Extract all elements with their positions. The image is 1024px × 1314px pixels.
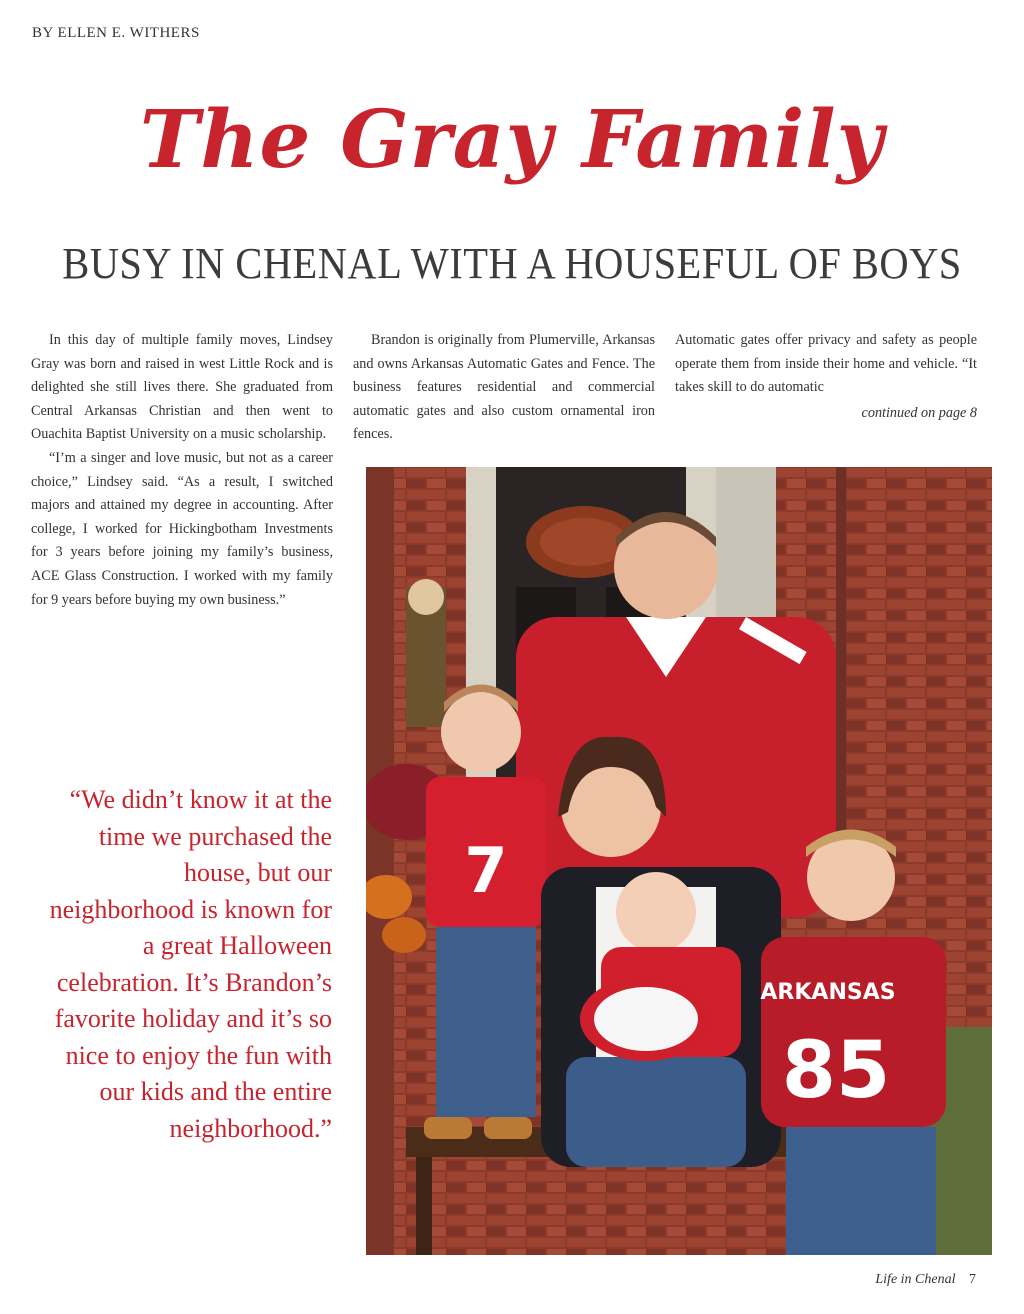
pull-quote: “We didn’t know it at the time we purchased the house, but our neighborhood is known for a great Halloween celebration. It’s Brandon’s favorite holiday and it’s so nice to enjoy the fun with our kids and the entire neighborhood.”: [49, 785, 332, 1143]
paragraph: “I’m a singer and love music, but not as a career choice,” Lindsey said. “As a result, I switched majors and attained my degree in accounting. After college, I worked for Hickingbotham Investments for 3 years before joining my family’s business, ACE Glass Construction. I worked with my family for 9 years before buying my own business.”: [31, 449, 333, 608]
jersey-number-7: 7: [464, 834, 508, 907]
paragraph: In this day of multiple family moves, Lindsey Gray was born and raised in west Little Rock and is delighted she still lives there. She graduated from Central Arkansas Christian and then went to Ouachita Baptist University on a music scholarship.: [31, 332, 333, 443]
paragraph: Automatic gates offer privacy and safety as people operate them from inside their home and vehicle. “It takes skill to do automatic: [675, 332, 977, 396]
page-footer: [875, 1272, 976, 1288]
continued-note: continued on page 8: [861, 404, 977, 421]
paragraph: Brandon is originally from Plumerville, Arkansas and owns Arkansas Automatic Gates and Fence. The business features residential and commercial automatic gates and also custom ornamental iron fences.: [353, 332, 655, 443]
magazine-name: Life in Chenal: [875, 1272, 956, 1287]
column-1: [31, 329, 333, 612]
jersey-text: ARKANSAS: [760, 980, 896, 1005]
byline: BY ELLEN E. WITHERS: [32, 25, 200, 41]
column-3: [675, 329, 977, 425]
page-number: 7: [969, 1272, 976, 1287]
article-title: The Gray Family: [139, 92, 885, 186]
article-subtitle: BUSY IN CHENAL WITH A HOUSEFUL OF BOYS: [62, 239, 962, 288]
column-2: [353, 329, 655, 447]
jersey-number-85: 85: [781, 1026, 891, 1116]
family-photo: [366, 467, 992, 1255]
